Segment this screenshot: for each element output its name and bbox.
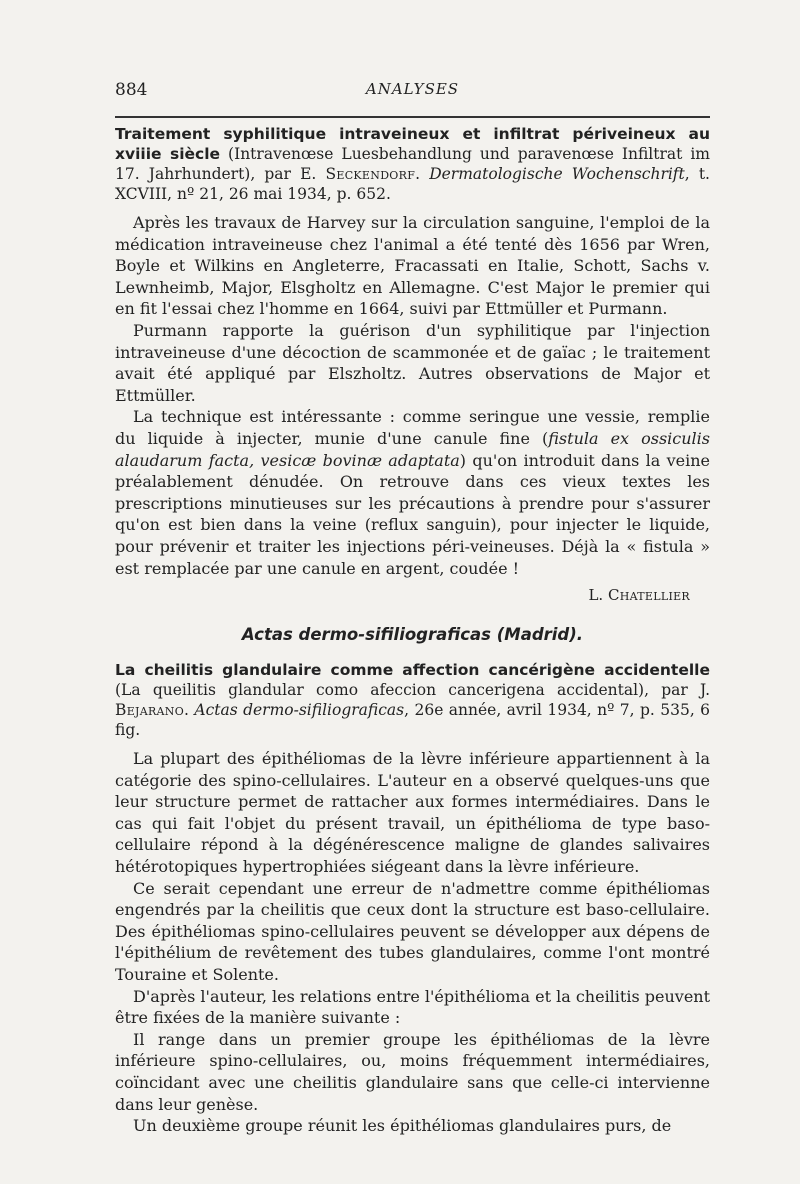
article-1-author: Seckendorf: [325, 165, 416, 183]
paragraph-text: ) qu'on introduit dans la veine préalablement dénudée. On retrouve dans ces vieux textes les prescriptions minutieuses sur les précautions à prendre pour s'assurer qu'on est bien dans la veine (reflux sanguin), pour injecter le liquide, pour prévenir et traiter les injections péri-veineuses. Déjà la « fistula » est remplacée par une canule en argent, coudée !: [115, 450, 710, 578]
spacer: [115, 204, 710, 212]
signature-name: Chatellier: [607, 586, 690, 605]
page-number: 884: [115, 80, 148, 100]
paragraph: Après les travaux de Harvey sur la circulation sanguine, l'emploi de la médication intraveineuse chez l'animal a été tenté dès 1656 par Wren, Boyle et Wilkins en Angleterre, Fracassati en Italie, Schott, Sachs v. Lewnheimb, Major, Elsgholtz en Allemagne. C'est Major le premier qui en fit l'essai chez l'homme en 1664, suivi par Ettmüller et Purmann.: [115, 213, 710, 319]
page-header: [115, 80, 710, 104]
paragraph: [115, 406, 710, 579]
signature-initial: L.: [588, 586, 608, 605]
page-content: [115, 124, 710, 1137]
latin-quote: fistula ex ossiculis alaudarum facta, vesicæ bovinæ adaptata: [115, 428, 710, 470]
paragraph-text: La technique est intéressante : comme seringue une vessie, remplie du liquide à injecter, munie d'une canule fine (: [115, 407, 710, 448]
article-2-journal: Actas dermo-sifiliograficas: [194, 701, 405, 720]
article-2-heading: La cheilitis glandulaire comme affection cancérigène accidentelle: [115, 661, 710, 680]
paragraph: Un deuxième groupe réunit les épithéliomas glandulaires purs, de: [133, 1116, 672, 1136]
citation-text: , 26e année, avril 1934, nº 7, p. 535, 6 fig.: [115, 701, 711, 740]
article-2-citation: [115, 660, 710, 740]
paragraph: Purmann rapporte la guérison d'un syphilitique par l'injection intraveineuse d'une décoction de scammonée et de gaïac ; le traitement avait été appliqué par Elszholtz. Autres observations de Major et Ettmüller.: [115, 320, 710, 405]
citation-text: .: [415, 165, 430, 183]
article-1-heading: Traitement syphilitique intraveineux et infiltrat périveineux au xviiie siècle: [115, 125, 710, 163]
citation-text: , t. XCVIII, nº 21, 26 mai 1934, p. 652.: [115, 165, 710, 203]
section-title: Actas dermo-sifiliograficas (Madrid).: [241, 625, 584, 645]
article-1-journal: Dermatologische Wochenschrift: [429, 165, 685, 183]
paragraph: D'après l'auteur, les relations entre l'épithélioma et la cheilitis peuvent être fixées de la manière suivante :: [115, 986, 711, 1028]
citation-text: .: [184, 701, 195, 720]
paragraph: Il range dans un premier groupe les épithéliomas de la lèvre inférieure spino-cellulaires, ou, moins fréquemment intermédiaires, coïncidant avec une cheilitis glandulaire sans que celle-ci intervienne dans leur genèse.: [115, 1029, 710, 1114]
running-head: ANALYSES: [365, 80, 460, 98]
article-1-citation: [115, 124, 710, 204]
signature: [115, 585, 690, 605]
paragraph: Ce serait cependant une erreur de n'admettre comme épithéliomas engendrés par la cheilitis que ceux dont la structure est baso-cellulaire. Des épithéliomas spino-cellulaires peuvent se développer aux dépens de l'épithélium de revêtement des tubes glandulaires, comme l'ont montré Touraine et Solente.: [115, 878, 710, 985]
citation-text: (Intravenœse Luesbehandlung und paravenœse Infiltrat im 17. Jahrhundert), par E.: [115, 145, 710, 183]
paragraph: La plupart des épithéliomas de la lèvre inférieure appartiennent à la catégorie des spino-cellulaires. L'auteur en a observé quelques-uns que leur structure permet de rattacher aux formes intermédiaires. Dans le cas qui fait l'objet du présent travail, un épithélioma de type baso-cellulaire répond à la dégénérescence maligne de glandes salivaires hétérotopiques hypertrophiées siégeant dans la lèvre inférieure.: [115, 749, 710, 877]
header-rule: [115, 116, 710, 118]
article-2-author: Bejarano: [115, 701, 185, 720]
spacer: [115, 740, 710, 748]
citation-text: (La queilitis glandular como afeccion cancerigena accidental), par J.: [115, 681, 710, 700]
